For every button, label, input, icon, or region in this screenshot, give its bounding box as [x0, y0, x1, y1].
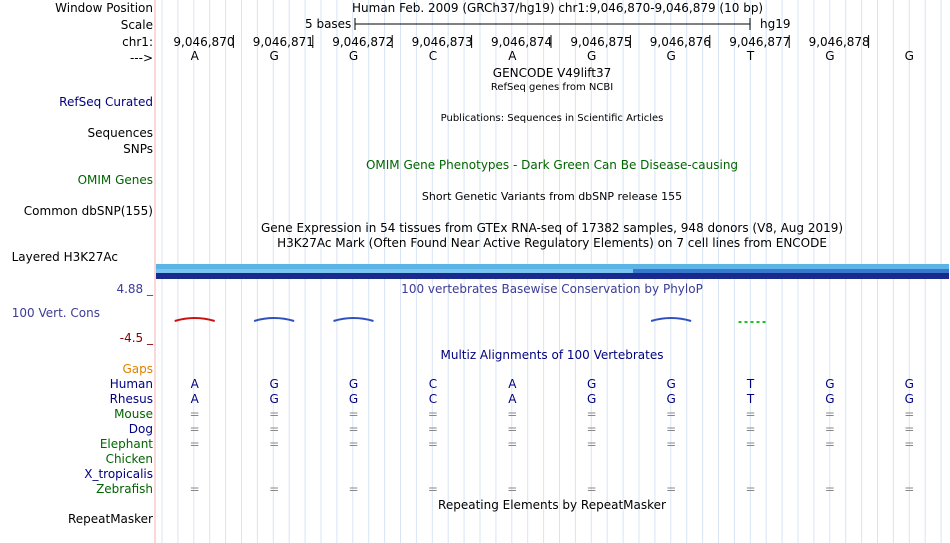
- alignment-base: T: [746, 392, 755, 406]
- alignment-base: =: [666, 422, 677, 436]
- alignment-base: =: [507, 482, 518, 496]
- alignment-base: G: [666, 392, 676, 406]
- alignment-base: =: [745, 422, 756, 436]
- publications-desc: Publications: Sequences in Scientific Articles: [440, 113, 664, 124]
- alignment-base: C: [428, 377, 438, 391]
- dbsnp-desc: Short Genetic Variants from dbSNP release 155: [421, 190, 683, 203]
- species-label-x_tropicalis[interactable]: X_tropicalis: [84, 467, 153, 481]
- coordinate-label: 9,046,878: [808, 35, 870, 49]
- alignment-base: =: [507, 422, 518, 436]
- alignment-base: G: [825, 392, 835, 406]
- multiz-desc: Multiz Alignments of 100 Vertebrates: [440, 348, 664, 362]
- alignment-base: =: [745, 482, 756, 496]
- window-position-label: Window Position: [55, 1, 153, 15]
- alignment-base: =: [189, 482, 200, 496]
- alignment-base: =: [666, 437, 677, 451]
- alignment-base: =: [586, 437, 597, 451]
- reference-base: G: [666, 49, 676, 63]
- phylop-neg-mark: [175, 318, 215, 321]
- alignment-base: G: [904, 377, 914, 391]
- scale-text: 5 bases: [305, 17, 352, 31]
- gtex-desc: Gene Expression in 54 tissues from GTEx RNA-seq of 17382 samples, 948 donors (V8, Aug 2019): [260, 221, 844, 235]
- alignment-base: =: [269, 482, 280, 496]
- species-label-rhesus[interactable]: Rhesus: [109, 392, 153, 406]
- alignment-base: =: [427, 407, 438, 421]
- phylop-max-label: 4.88 _: [116, 282, 153, 296]
- coordinate-label: 9,046,873: [411, 35, 473, 49]
- coordinate-label: 9,046,874: [491, 35, 553, 49]
- alignment-base: =: [666, 482, 677, 496]
- reference-base: G: [269, 49, 279, 63]
- alignment-base: A: [508, 392, 517, 406]
- alignment-base: =: [348, 422, 359, 436]
- alignment-base: =: [507, 437, 518, 451]
- reference-base: A: [508, 49, 517, 63]
- reference-base: G: [587, 49, 597, 63]
- alignment-base: =: [824, 422, 835, 436]
- alignment-base: G: [348, 392, 359, 406]
- alignment-base: =: [824, 482, 835, 496]
- omim-desc: OMIM Gene Phenotypes - Dark Green Can Be Disease-causing: [365, 158, 739, 172]
- alignment-base: =: [904, 482, 915, 496]
- alignment-base: G: [348, 377, 359, 391]
- alignment-base: =: [189, 437, 200, 451]
- repeatmasker-label[interactable]: RepeatMasker: [67, 512, 153, 526]
- h3k27ac-bar-mid-left: [156, 269, 634, 273]
- h3k27ac-bar-mid-right: [633, 269, 949, 273]
- common-dbsnp-label[interactable]: Common dbSNP(155): [23, 204, 153, 218]
- alignment-base: =: [269, 422, 280, 436]
- alignment-base: =: [745, 407, 756, 421]
- alignment-base: A: [508, 377, 517, 391]
- alignment-base: =: [824, 437, 835, 451]
- alignment-base: =: [427, 422, 438, 436]
- alignment-base: =: [189, 422, 200, 436]
- h3k27ac-desc: H3K27Ac Mark (Often Found Near Active Regulatory Elements) on 7 cell lines from ENCODE: [277, 236, 827, 250]
- coordinate-label: 9,046,870: [173, 35, 235, 49]
- alignment-base: G: [904, 392, 914, 406]
- species-label-human[interactable]: Human: [109, 377, 153, 391]
- coordinate-label: 9,046,871: [252, 35, 314, 49]
- omim-genes-label[interactable]: OMIM Genes: [77, 173, 153, 187]
- reference-base: G: [825, 49, 835, 63]
- alignment-base: =: [348, 407, 359, 421]
- alignment-base: G: [587, 377, 597, 391]
- reference-base: C: [428, 49, 438, 63]
- alignment-base: =: [348, 437, 359, 451]
- assembly-text: hg19: [760, 17, 791, 31]
- scale-label: Scale: [120, 18, 153, 32]
- reference-base: G: [348, 49, 359, 63]
- alignment-base: =: [348, 482, 359, 496]
- strand-label[interactable]: --->: [129, 51, 153, 65]
- alignment-base: G: [666, 377, 676, 391]
- alignment-base: G: [587, 392, 597, 406]
- gencode-title[interactable]: GENCODE V49lift37: [492, 66, 612, 80]
- refseq-curated-label[interactable]: RefSeq Curated: [59, 95, 153, 109]
- alignment-base: =: [427, 437, 438, 451]
- alignment-base: =: [904, 422, 915, 436]
- alignment-base: T: [746, 377, 755, 391]
- species-label-zebrafish[interactable]: Zebrafish: [96, 482, 153, 496]
- coordinate-label: 9,046,872: [332, 35, 394, 49]
- gaps-label[interactable]: Gaps: [122, 362, 153, 376]
- chrom-label: chr1:: [122, 35, 153, 49]
- alignment-base: =: [904, 407, 915, 421]
- alignment-base: =: [586, 422, 597, 436]
- alignment-base: =: [507, 407, 518, 421]
- sequences-label[interactable]: Sequences: [87, 126, 153, 140]
- species-label-dog[interactable]: Dog: [128, 422, 153, 436]
- alignment-base: =: [427, 482, 438, 496]
- alignment-base: G: [269, 377, 279, 391]
- species-label-elephant[interactable]: Elephant: [99, 437, 153, 451]
- repeat-desc: Repeating Elements by RepeatMasker: [438, 498, 666, 512]
- refseq-desc: RefSeq genes from NCBI: [490, 82, 614, 93]
- alignment-base: G: [825, 377, 835, 391]
- phylop-pos-mark: [334, 318, 374, 321]
- alignment-base: =: [269, 437, 280, 451]
- alignment-base: =: [189, 407, 200, 421]
- alignment-base: =: [586, 482, 597, 496]
- reference-base: G: [904, 49, 914, 63]
- reference-base: T: [746, 49, 755, 63]
- alignment-base: =: [745, 437, 756, 451]
- h3k27ac-bar-top: [156, 264, 949, 269]
- alignment-base: =: [824, 407, 835, 421]
- alignment-base: =: [666, 407, 677, 421]
- species-label-chicken[interactable]: Chicken: [105, 452, 153, 466]
- alignment-base: C: [428, 392, 438, 406]
- phylop-min-label: -4.5 _: [119, 331, 153, 345]
- coordinate-label: 9,046,877: [729, 35, 791, 49]
- position-text: Human Feb. 2009 (GRCh37/hg19) chr1:9,046,870-9,046,879 (10 bp): [352, 1, 764, 15]
- alignment-base: =: [586, 407, 597, 421]
- species-label-mouse[interactable]: Mouse: [114, 407, 153, 421]
- alignment-base: =: [904, 437, 915, 451]
- vert-cons-label[interactable]: 100 Vert. Cons: [11, 306, 100, 320]
- coordinate-label: 9,046,875: [570, 35, 632, 49]
- alignment-base: A: [190, 377, 199, 391]
- phylop-desc: 100 vertebrates Basewise Conservation by PhyloP: [401, 282, 703, 296]
- layered-h3k27ac-label[interactable]: Layered H3K27Ac: [11, 250, 118, 264]
- reference-base: A: [190, 49, 199, 63]
- alignment-base: G: [269, 392, 279, 406]
- h3k27ac-bar-bottom: [156, 273, 949, 279]
- phylop-pos-mark: [254, 318, 294, 321]
- coordinate-label: 9,046,876: [649, 35, 711, 49]
- alignment-base: =: [269, 407, 280, 421]
- alignment-base: A: [190, 392, 199, 406]
- snps-label[interactable]: SNPs: [123, 142, 153, 156]
